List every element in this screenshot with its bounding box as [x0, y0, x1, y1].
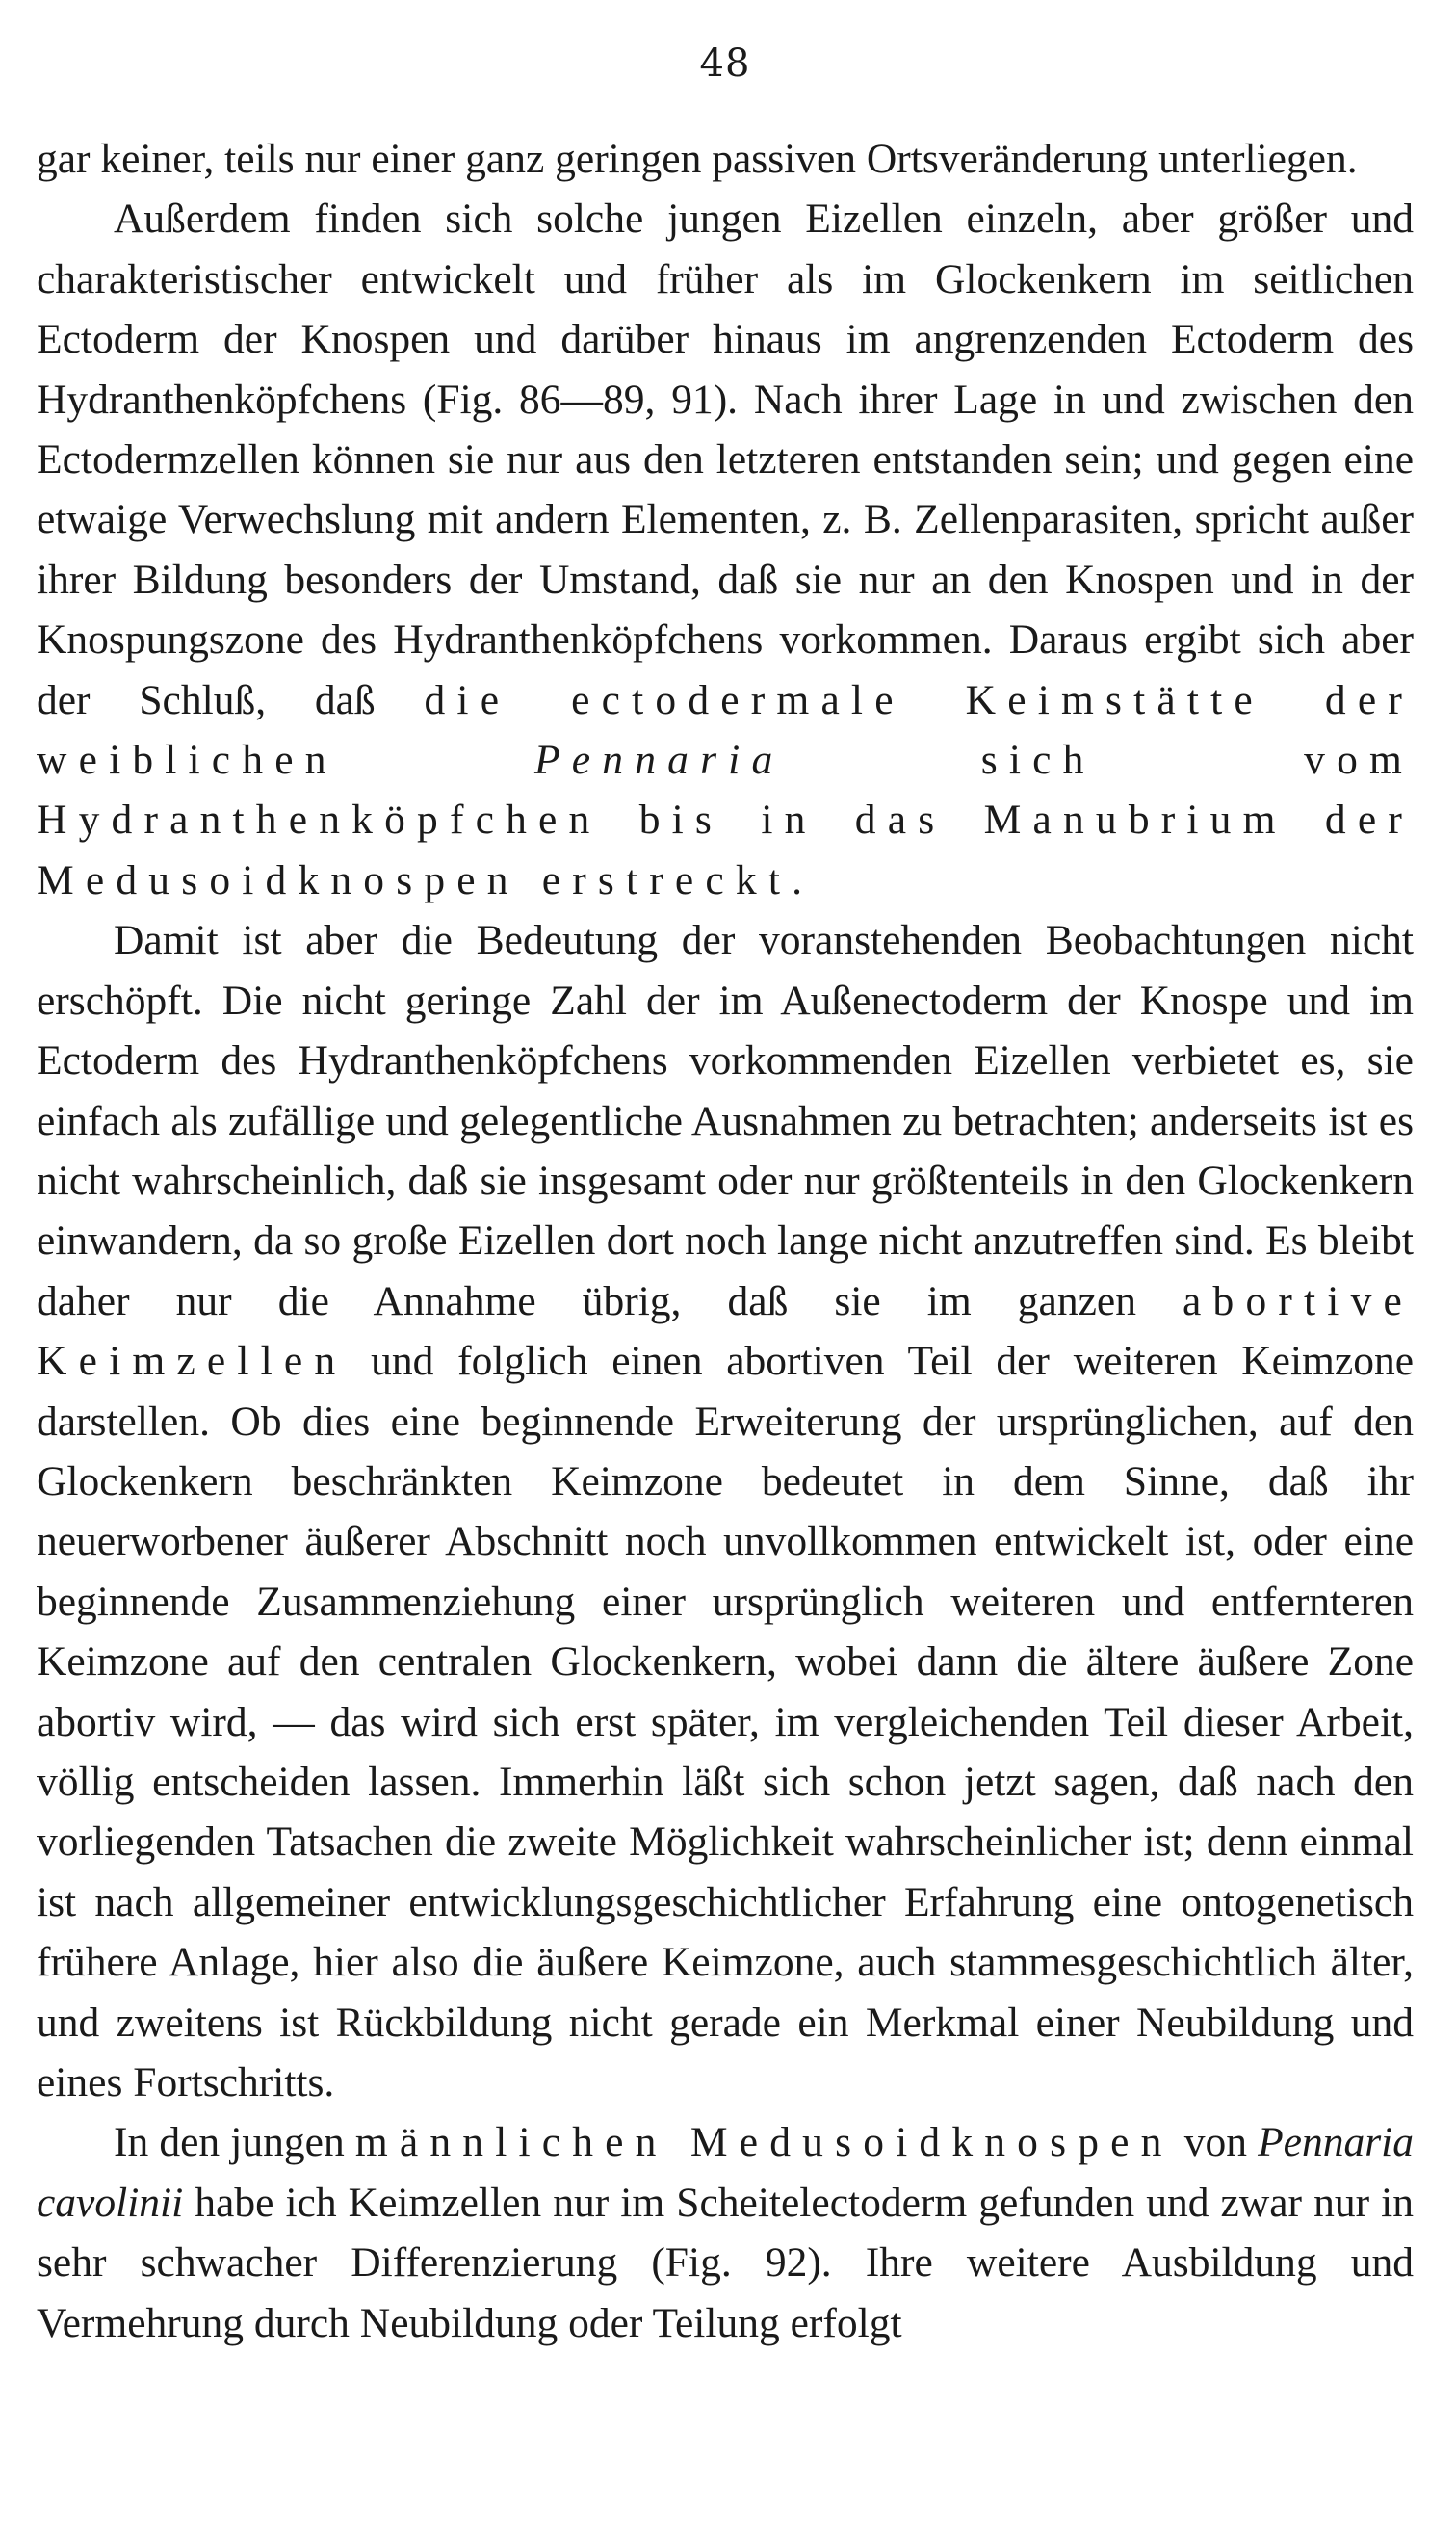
paragraph — [37, 189, 1414, 910]
text-run: habe ich Keimzellen nur im Scheitelectoderm gefunden und zwar nur in sehr schwacher Differenzierung (Fig. 92). Ihre weitere Ausbildung und Vermehrung durch Neubildung oder Teilung erfolgt — [37, 2179, 1414, 2346]
text-run — [338, 737, 534, 783]
paragraph — [37, 2112, 1414, 2353]
text-run: gar keiner, teils nur einer ganz geringen passiven Ortsveränderung unterliegen. — [37, 136, 1358, 182]
spaced-text-run: männlichen Medusoidknospen — [354, 2119, 1174, 2166]
spaced-text-run: abortive Keimzellen — [37, 1277, 1414, 1385]
text-run — [784, 737, 980, 783]
body-text — [37, 129, 1414, 2353]
spaced-text-run: sich vom Hydranthenköpfchen bis in das Manubrium der Medusoidknospen erstreckt. — [37, 737, 1415, 903]
spaced-italic-text-run: Pennaria — [534, 737, 785, 784]
text-run: Außerdem finden sich solche jungen Eizellen einzeln, aber größer und charakteristischer entwickelt und früher als im Glockenkern im seitlichen Ectoderm der Knospen und darüber hinaus im angrenzenden Ectoderm des Hydranthenköpfchens (Fig. 86—89, 91). Nach ihrer Lage in und zwischen den Ectodermzellen können sie nur aus den letzteren entstanden sein; und gegen eine etwaige Verwechslung mit andern Elementen, z. B. Zellenparasiten, spricht außer ihrer Bildung besonders der Umstand, daß sie nur an den Knospen und in der Knospungszone des Hydranthenköpfchens vorkommen. Daraus ergibt sich aber der Schluß, daß — [37, 196, 1414, 723]
text-run: und folglich einen abortiven Teil der weiteren Keimzone darstellen. Ob dies eine beginnende Erweiterung der ursprünglichen, auf den Glockenkern beschränkten Keimzone bedeutet in dem Sinne, daß ihr neuerworbener äußerer Abschnitt noch unvollkommen entwickelt ist, oder eine beginnende Zusammenziehung einer ursprünglich weiteren und entfernteren Keimzone auf den centralen Glockenkern, wobei dann die ältere äußere Zone abortiv wird, — das wird sich erst später, im vergleichenden Teil dieser Arbeit, völlig entscheiden lassen. Immerhin läßt sich schon jetzt sagen, daß nach den vorliegenden Tatsachen die zweite Möglichkeit wahrscheinlicher ist; denn einmal ist nach allgemeiner entwicklungsgeschichtlicher Erfahrung eine ontogenetisch frühere Anlage, hier also die äußere Keimzone, auch stammesgeschichtlich älter, und zweitens ist Rückbildung nicht gerade ein Merkmal einer Neubildung und eines Fortschritts. — [37, 1338, 1414, 2105]
text-run: In den jungen — [114, 2119, 355, 2166]
page-number: 48 — [699, 41, 751, 86]
paragraph — [37, 129, 1414, 189]
italic-text-run: Pennaria cavolinii — [37, 2119, 1414, 2226]
text-run: Damit ist aber die Bedeutung der voranstehenden Beobachtungen nicht erschöpft. Die nicht geringe Zahl der im Außenectoderm der Knospe und im Ectoderm des Hydranthenköpfchens vorkommenden Eizellen verbietet es, sie einfach als zufällige und gelegentliche Ausnahmen zu betrachten; anderseits ist es nicht wahrscheinlich, daß sie insgesamt oder nur größtenteils in den Glockenkern einwandern, da so große Eizellen dort noch lange nicht anzutreffen sind. Es bleibt daher nur die Annahme übrig, daß sie im ganzen — [37, 917, 1414, 1324]
text-run: von — [1173, 2119, 1259, 2166]
paragraph — [37, 910, 1414, 2112]
spaced-text-run: die ectodermale Keimstätte der weiblichen — [37, 676, 1414, 784]
